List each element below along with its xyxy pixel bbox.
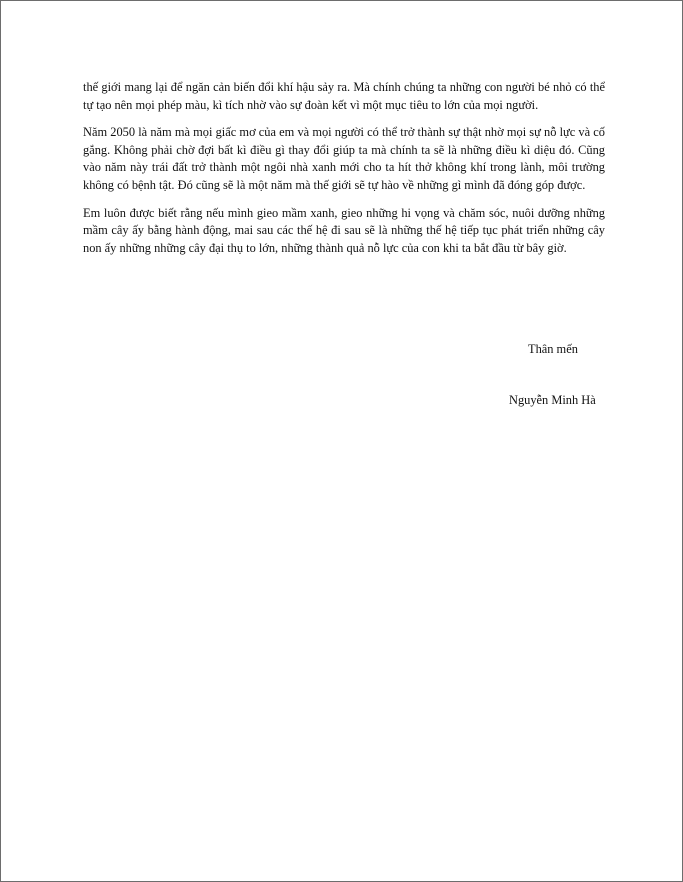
letter-closing: Thân mến [528, 342, 578, 356]
paragraph-2: Năm 2050 là năm mà mọi giấc mơ của em và mọi người có thể trở thành sự thật nhờ mọi sự nỗ lực và cố gắng. Không phải chờ đợi bất kì điều gì thay đổi giúp ta mà chính ta sẽ là những điều kì diệu đó. Cũng vào năm này trái đất trở thành một ngôi nhà xanh mới cho ta hít thở không khí trong lành, môi trường không có bệnh tật. Đó cũng sẽ là một năm mà thế giới sẽ tự hào về những gì mình đã đóng góp được. [83, 125, 605, 192]
letter-body [83, 79, 605, 267]
letter-signature: Nguyễn Minh Hà [509, 393, 596, 407]
paragraph-1: thế giới mang lại để ngăn cản biến đổi khí hậu sảy ra. Mà chính chúng ta những con người bé nhỏ có thể tự tạo nên mọi phép màu, kì tích nhờ vào sự đoàn kết vì một mục tiêu to lớn của mọi người. [83, 80, 605, 112]
paragraph-3: Em luôn được biết rằng nếu mình gieo mầm xanh, gieo những hi vọng và chăm sóc, nuôi dưỡng những mầm cây ấy bằng hành động, mai sau các thế hệ đi sau sẽ là những thế hệ tiếp tục phát triển những cây non ấy những những cây đại thụ to lớn, những thành quả nỗ lực của con khi ta bắt đầu từ bây giờ. [83, 205, 605, 255]
